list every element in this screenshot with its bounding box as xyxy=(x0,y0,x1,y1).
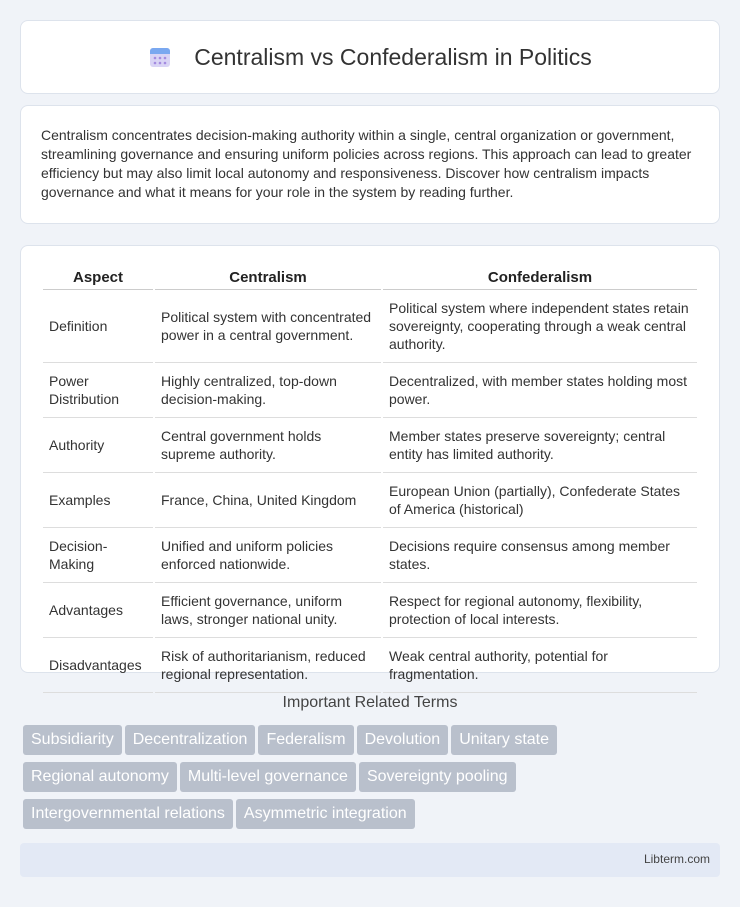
related-term-tag[interactable]: Decentralization xyxy=(125,725,256,755)
table-cell: Member states preserve sovereignty; central entity has limited authority. xyxy=(383,418,697,473)
table-cell: Highly centralized, top-down decision-making. xyxy=(155,363,381,418)
related-terms-heading: Important Related Terms xyxy=(282,694,458,711)
table-cell: Advantages xyxy=(43,583,153,638)
header-card xyxy=(20,20,720,94)
footer-brand-link[interactable]: Libterm.com xyxy=(643,852,710,866)
related-terms-list xyxy=(23,725,723,836)
table-cell: Power Distribution xyxy=(43,363,153,418)
table-cell: Disadvantages xyxy=(43,638,153,693)
related-term-tag[interactable]: Intergovernmental relations xyxy=(23,799,233,829)
table-cell: Examples xyxy=(43,473,153,528)
intro-card xyxy=(20,105,720,224)
footer xyxy=(20,843,720,877)
table-cell: Political system with concentrated power in a central government. xyxy=(155,290,381,363)
column-header: Aspect xyxy=(43,266,153,290)
table-cell: France, China, United Kingdom xyxy=(155,473,381,528)
column-header: Confederalism xyxy=(383,266,697,290)
intro-text: Centralism concentrates decision-making authority within a single, central organization or government, streamlining governance and ensuring uniform policies across regions. This approach can lead to greater efficiency but may also limit local autonomy and responsiveness. Discover how centralism impacts governance and what it means for your role in the system by reading further. xyxy=(41,127,692,200)
table-cell: Political system where independent states retain sovereignty, cooperating through a weak central authority. xyxy=(383,290,697,363)
table-cell: Respect for regional autonomy, flexibility, protection of local interests. xyxy=(383,583,697,638)
table-row xyxy=(43,473,697,528)
table-cell: Unified and uniform policies enforced nationwide. xyxy=(155,528,381,583)
table-cell: Weak central authority, potential for fragmentation. xyxy=(383,638,697,693)
table-cell: Decision-Making xyxy=(43,528,153,583)
related-term-tag[interactable]: Devolution xyxy=(357,725,449,755)
table-row xyxy=(43,418,697,473)
table-cell: Risk of authoritarianism, reduced regional representation. xyxy=(155,638,381,693)
page-title: Centralism vs Confederalism in Politics xyxy=(194,43,592,70)
column-header: Centralism xyxy=(155,266,381,290)
table-row xyxy=(43,638,697,693)
related-term-tag[interactable]: Sovereignty pooling xyxy=(359,762,516,792)
table-row xyxy=(43,290,697,363)
table-cell: Central government holds supreme authority. xyxy=(155,418,381,473)
table-cell: European Union (partially), Confederate States of America (historical) xyxy=(383,473,697,528)
related-term-tag[interactable]: Asymmetric integration xyxy=(236,799,415,829)
related-term-tag[interactable]: Regional autonomy xyxy=(23,762,177,792)
table-cell: Authority xyxy=(43,418,153,473)
comparison-table-card xyxy=(20,245,720,682)
table-row xyxy=(43,528,697,583)
table-cell: Decisions require consensus among member states. xyxy=(383,528,697,583)
table-cell: Decentralized, with member states holding most power. xyxy=(383,363,697,418)
related-term-tag[interactable]: Subsidiarity xyxy=(23,725,122,755)
related-term-tag[interactable]: Federalism xyxy=(258,725,353,755)
table-row xyxy=(43,583,697,638)
related-term-tag[interactable]: Multi-level governance xyxy=(180,762,356,792)
table-cell: Efficient governance, uniform laws, stronger national unity. xyxy=(155,583,381,638)
table-row xyxy=(43,363,697,418)
table-header-row xyxy=(43,266,697,290)
comparison-table xyxy=(41,266,699,693)
calendar-icon xyxy=(148,45,172,69)
table-cell: Definition xyxy=(43,290,153,363)
related-term-tag[interactable]: Unitary state xyxy=(451,725,557,755)
